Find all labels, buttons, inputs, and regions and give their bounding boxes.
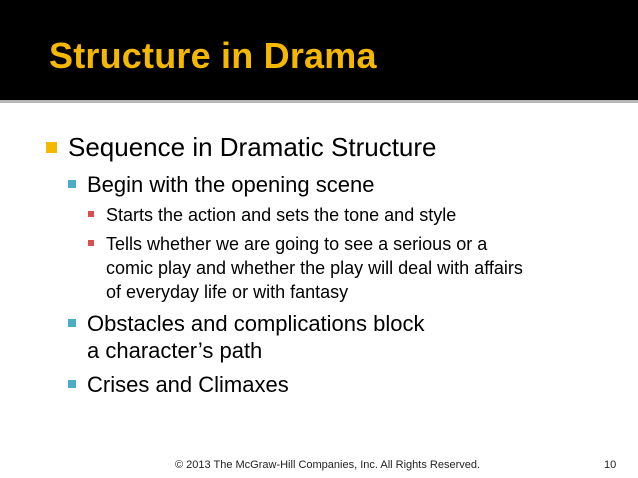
title-bar [0, 0, 638, 100]
square-bullet-icon [88, 211, 94, 217]
square-bullet-icon [88, 240, 94, 246]
bullet-text-line: of everyday life or with fantasy [106, 282, 349, 302]
square-bullet-icon [68, 319, 76, 327]
square-bullet-icon [68, 380, 76, 388]
bullet-text: Crises and Climaxes [87, 372, 289, 397]
square-bullet-icon [68, 180, 76, 188]
bullet-text: Starts the action and sets the tone and style [106, 205, 457, 225]
bullet-text-line: a character’s path [87, 338, 263, 363]
square-bullet-icon [46, 142, 57, 153]
slide-title: Structure in Drama [49, 35, 377, 76]
footer-copyright: © 2013 The McGraw-Hill Companies, Inc. All Rights Reserved. [175, 459, 481, 471]
bullet-text-line: Tells whether we are going to see a serious or a [106, 234, 488, 254]
bullet-text: Sequence in Dramatic Structure [68, 132, 437, 162]
title-divider [0, 100, 638, 103]
bullet-text-line: comic play and whether the play will deal with affairs [106, 258, 523, 278]
bullet-text: Begin with the opening scene [87, 172, 375, 197]
bullet-text-line: Obstacles and complications block [87, 311, 425, 336]
page-number: 10 [604, 459, 617, 471]
